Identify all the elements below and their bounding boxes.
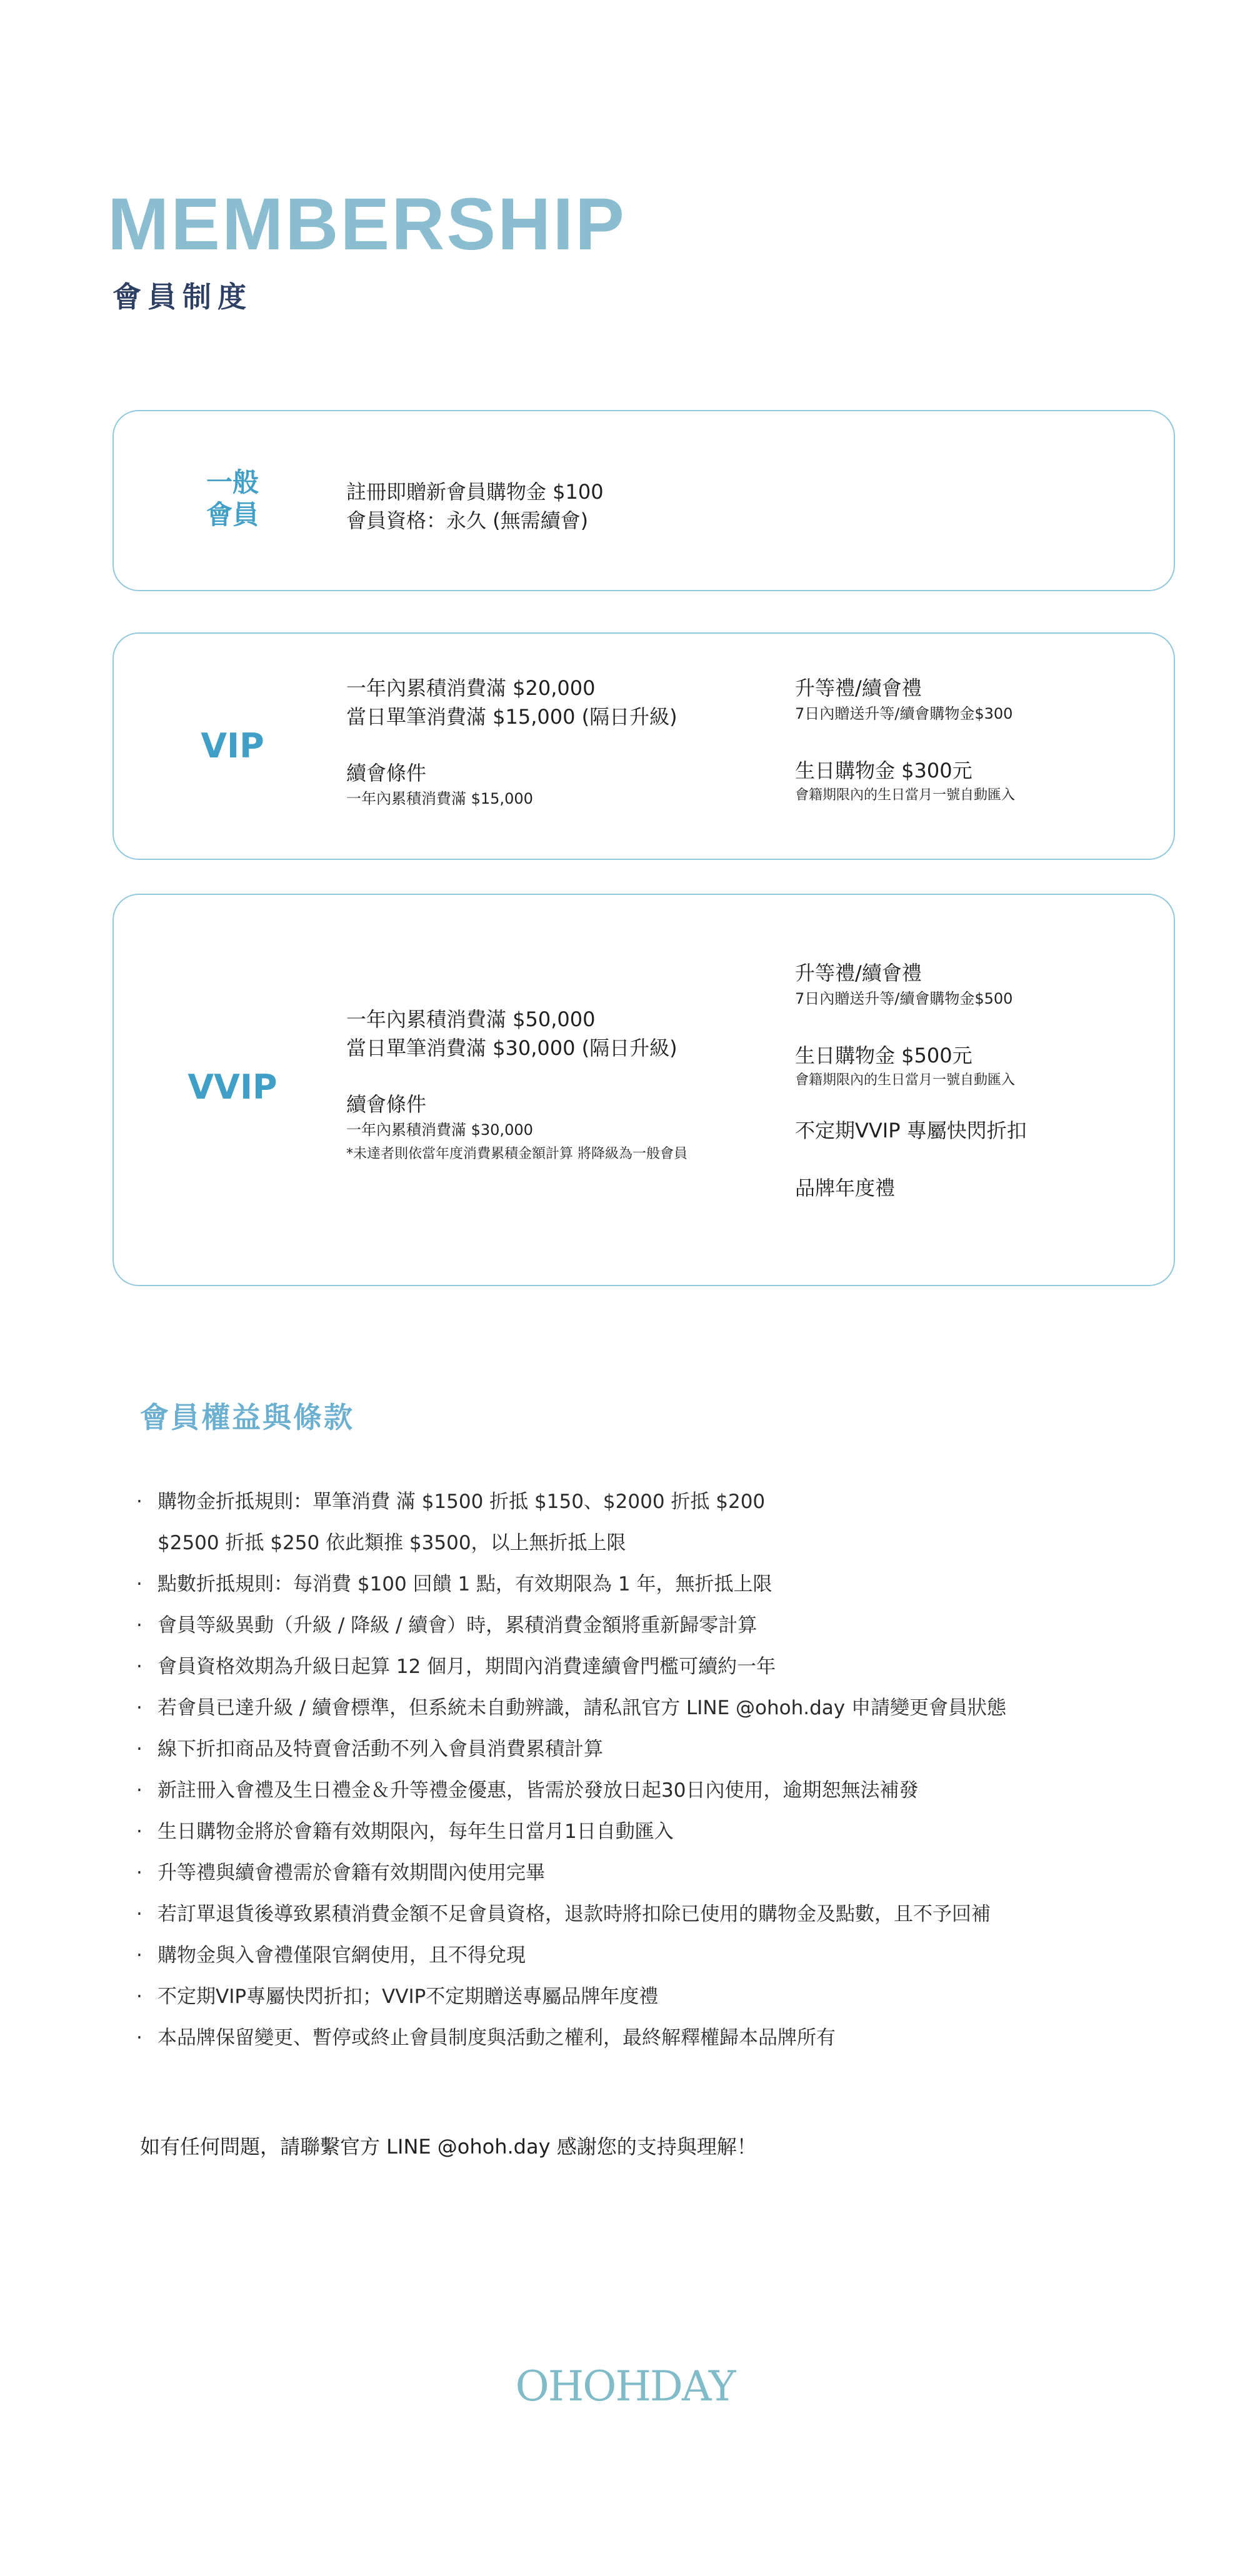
- terms-item: · 若訂單退貨後導致累積消費金額不足會員資格，退款時將扣除已使用的購物金及點數，且不予回補: [136, 1903, 991, 1925]
- terms-item: · 若會員已達升級 / 續會標準，但系統未自動辨識，請私訊官方 LINE @ohoh.day 申請變更會員狀態: [136, 1697, 1007, 1719]
- birthday-title: 生日購物金 $500元: [795, 1044, 972, 1067]
- terms-title: 會員權益與條款: [140, 1400, 354, 1434]
- page-subtitle: 會員制度: [112, 280, 252, 314]
- terms-list: [136, 1481, 1006, 2059]
- terms-item: · 線下折扣商品及特賣會活動不列入會員消費累積計算: [136, 1738, 603, 1760]
- page-title: MEMBERSHIP: [108, 183, 626, 266]
- tier-name: VIP: [201, 726, 264, 766]
- terms-item: · 購物金折抵規則：單筆消費 滿 $1500 折抵 $150、$2000 折抵 $200: [136, 1490, 766, 1513]
- terms-item: · 本品牌保留變更、暫停或終止會員制度與活動之權利，最終解釋權歸本品牌所有: [136, 2027, 836, 2049]
- tier-requirement: 一年內累積消費滿 $50,000: [346, 1007, 596, 1031]
- terms-item: · 會員資格效期為升級日起算 12 個月，期間內消費達續會門檻可續約一年: [136, 1655, 776, 1678]
- tier-requirement: 當日單筆消費滿 $15,000 (隔日升級): [346, 705, 678, 729]
- gift-detail: 7日內贈送升等/續會購物金$500: [795, 990, 1013, 1007]
- gift-title: 升等禮/續會禮: [795, 676, 922, 700]
- terms-item: · 會員等級異動（升級 / 降級 / 續會）時，累積消費金額將重新歸零計算: [136, 1614, 758, 1637]
- tier-name: 一般 會員: [206, 467, 259, 530]
- annual-gift-benefit: 品牌年度禮: [795, 1176, 896, 1200]
- tier-requirement: 一年內累積消費滿 $20,000: [346, 676, 596, 700]
- renewal-note: *未達者則依當年度消費累積金額計算 將降級為一般會員: [346, 1146, 688, 1162]
- tier-benefit-line: 註冊即贈新會員購物金 $100: [346, 480, 604, 504]
- terms-item: · 不定期VIP專屬快閃折扣；VVIP不定期贈送專屬品牌年度禮: [136, 1985, 659, 2008]
- contact-line: 如有任何問題，請聯繫官方 LINE @ohoh.day 感謝您的支持與理解！: [140, 2135, 757, 2159]
- birthday-title: 生日購物金 $300元: [795, 759, 972, 782]
- tier-card-vip: [112, 632, 1175, 860]
- birthday-detail: 會籍期限內的生日當月一號自動匯入: [795, 787, 1016, 803]
- terms-item: · 購物金與入會禮僅限官網使用，且不得兌現: [136, 1944, 526, 1967]
- tier-card-vvip: [112, 894, 1175, 1286]
- flash-sale-benefit: 不定期VVIP 專屬快閃折扣: [795, 1119, 1027, 1142]
- tier-benefit-line: 會員資格：永久 (無需續會): [346, 509, 589, 532]
- tier-requirement: 當日單筆消費滿 $30,000 (隔日升級): [346, 1036, 678, 1060]
- terms-item: · 生日購物金將於會籍有效期限內，每年生日當月1日自動匯入: [136, 1820, 674, 1843]
- terms-item: · 升等禮與續會禮需於會籍有效期間內使用完畢: [136, 1862, 545, 1884]
- gift-detail: 7日內贈送升等/續會購物金$300: [795, 705, 1013, 722]
- gift-title: 升等禮/續會禮: [795, 961, 922, 985]
- renewal-title: 續會條件: [346, 1092, 427, 1116]
- birthday-detail: 會籍期限內的生日當月一號自動匯入: [795, 1072, 1016, 1088]
- renewal-detail: 一年內累積消費滿 $15,000: [346, 790, 533, 807]
- tier-card-general: [112, 410, 1175, 591]
- terms-item: · 新註冊入會禮及生日禮金＆升等禮金優惠，皆需於發放日起30日內使用，逾期恕無法補發: [136, 1779, 919, 1802]
- brand-logo: OHOHDAY: [515, 2362, 735, 2410]
- terms-item: $2500 折抵 $250 依此類推 $3500，以上無折抵上限: [158, 1532, 626, 1554]
- terms-item: · 點數折抵規則：每消費 $100 回饋 1 點，有效期限為 1 年，無折抵上限: [136, 1573, 772, 1595]
- renewal-detail: 一年內累積消費滿 $30,000: [346, 1121, 533, 1139]
- tier-name: VVIP: [188, 1067, 278, 1107]
- renewal-title: 續會條件: [346, 761, 427, 785]
